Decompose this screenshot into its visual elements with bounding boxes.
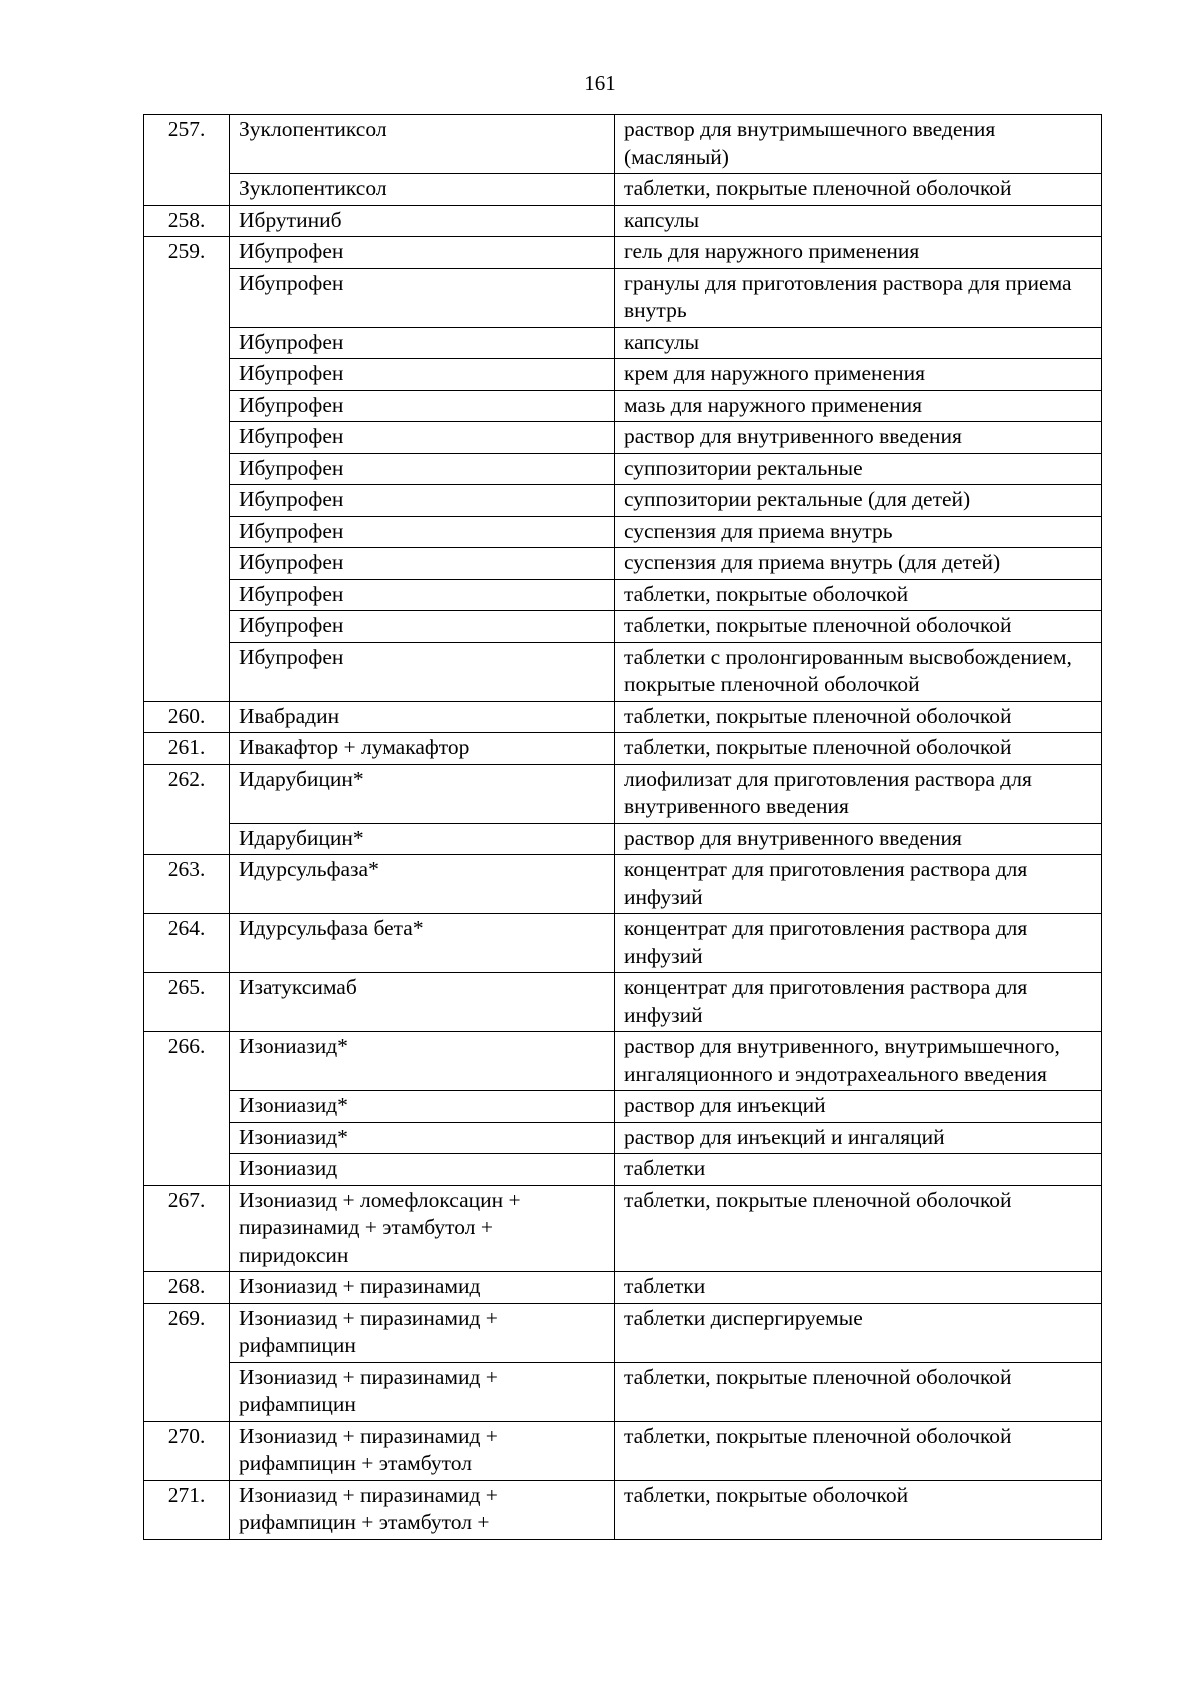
drug-name: Ибупрофен bbox=[230, 390, 615, 422]
dosage-form: таблетки, покрытые пленочной оболочкой bbox=[615, 701, 1102, 733]
page-number: 161 bbox=[584, 71, 616, 95]
row-number: 269. bbox=[144, 1303, 230, 1362]
dosage-form: гранулы для приготовления раствора для приема внутрь bbox=[615, 268, 1102, 327]
dosage-form: суспензия для приема внутрь bbox=[615, 516, 1102, 548]
row-number bbox=[144, 453, 230, 485]
table-row bbox=[144, 1032, 1102, 1091]
row-number bbox=[144, 485, 230, 517]
drug-name: Ибупрофен bbox=[230, 327, 615, 359]
row-number bbox=[144, 642, 230, 701]
dosage-form: лиофилизат для приготовления раствора для внутривенного введения bbox=[615, 764, 1102, 823]
drug-name: Ибупрофен bbox=[230, 642, 615, 701]
dosage-form: таблетки, покрытые оболочкой bbox=[615, 1480, 1102, 1539]
dosage-form: гель для наружного применения bbox=[615, 237, 1102, 269]
row-number: 267. bbox=[144, 1185, 230, 1272]
table-row bbox=[144, 453, 1102, 485]
dosage-form: раствор для внутривенного, внутримышечного, ингаляционного и эндотрахеального введения bbox=[615, 1032, 1102, 1091]
dosage-form: раствор для внутривенного введения bbox=[615, 422, 1102, 454]
dosage-form: таблетки, покрытые пленочной оболочкой bbox=[615, 611, 1102, 643]
row-number bbox=[144, 579, 230, 611]
drug-name: Изатуксимаб bbox=[230, 973, 615, 1032]
row-number bbox=[144, 359, 230, 391]
table-row bbox=[144, 422, 1102, 454]
row-number bbox=[144, 548, 230, 580]
table-row bbox=[144, 611, 1102, 643]
drug-name: Изониазид + пиразинамид + рифампицин + этамбутол + bbox=[230, 1480, 615, 1539]
drug-name: Зуклопентиксол bbox=[230, 115, 615, 174]
row-number: 268. bbox=[144, 1272, 230, 1304]
row-number: 271. bbox=[144, 1480, 230, 1539]
table-row bbox=[144, 823, 1102, 855]
drug-name: Изониазид* bbox=[230, 1032, 615, 1091]
drug-name: Изониазид* bbox=[230, 1091, 615, 1123]
table-row bbox=[144, 1421, 1102, 1480]
row-number bbox=[144, 327, 230, 359]
row-number: 270. bbox=[144, 1421, 230, 1480]
row-number: 259. bbox=[144, 237, 230, 269]
row-number: 266. bbox=[144, 1032, 230, 1091]
row-number bbox=[144, 611, 230, 643]
dosage-form: таблетки, покрытые оболочкой bbox=[615, 579, 1102, 611]
table-row bbox=[144, 390, 1102, 422]
drug-name: Изониазид* bbox=[230, 1122, 615, 1154]
dosage-form: мазь для наружного применения bbox=[615, 390, 1102, 422]
table-row bbox=[144, 327, 1102, 359]
drug-name: Зуклопентиксол bbox=[230, 174, 615, 206]
row-number bbox=[144, 1362, 230, 1421]
table-row bbox=[144, 174, 1102, 206]
table-row bbox=[144, 1272, 1102, 1304]
drug-name: Ибрутиниб bbox=[230, 205, 615, 237]
table-row bbox=[144, 205, 1102, 237]
drug-name: Ивабрадин bbox=[230, 701, 615, 733]
dosage-form: крем для наружного применения bbox=[615, 359, 1102, 391]
drug-name: Идарубицин* bbox=[230, 764, 615, 823]
drug-name: Ибупрофен bbox=[230, 611, 615, 643]
drug-name: Ибупрофен bbox=[230, 268, 615, 327]
table-row bbox=[144, 548, 1102, 580]
drug-name: Изониазид + пиразинамид + рифампицин + этамбутол bbox=[230, 1421, 615, 1480]
row-number: 258. bbox=[144, 205, 230, 237]
dosage-form: раствор для внутримышечного введения (масляный) bbox=[615, 115, 1102, 174]
row-number bbox=[144, 516, 230, 548]
dosage-form: раствор для внутривенного введения bbox=[615, 823, 1102, 855]
drug-name: Идарубицин* bbox=[230, 823, 615, 855]
row-number: 257. bbox=[144, 115, 230, 174]
table-row bbox=[144, 701, 1102, 733]
table-row bbox=[144, 914, 1102, 973]
drug-table bbox=[143, 114, 1102, 1540]
dosage-form: таблетки, покрытые пленочной оболочкой bbox=[615, 1421, 1102, 1480]
dosage-form: капсулы bbox=[615, 327, 1102, 359]
table-row bbox=[144, 973, 1102, 1032]
dosage-form: раствор для инъекций и ингаляций bbox=[615, 1122, 1102, 1154]
row-number bbox=[144, 1091, 230, 1123]
dosage-form: концентрат для приготовления раствора для инфузий bbox=[615, 973, 1102, 1032]
table-row bbox=[144, 1185, 1102, 1272]
row-number: 261. bbox=[144, 733, 230, 765]
drug-name: Изониазид + пиразинамид bbox=[230, 1272, 615, 1304]
dosage-form: концентрат для приготовления раствора для инфузий bbox=[615, 914, 1102, 973]
drug-name: Ибупрофен bbox=[230, 579, 615, 611]
drug-name: Изониазид + пиразинамид + рифампицин bbox=[230, 1303, 615, 1362]
drug-name: Изониазид + пиразинамид + рифампицин bbox=[230, 1362, 615, 1421]
dosage-form: капсулы bbox=[615, 205, 1102, 237]
drug-name: Ибупрофен bbox=[230, 237, 615, 269]
row-number: 264. bbox=[144, 914, 230, 973]
dosage-form: таблетки, покрытые пленочной оболочкой bbox=[615, 1185, 1102, 1272]
table-row bbox=[144, 1362, 1102, 1421]
drug-name: Изониазид bbox=[230, 1154, 615, 1186]
dosage-form: раствор для инъекций bbox=[615, 1091, 1102, 1123]
table-row bbox=[144, 115, 1102, 174]
drug-name: Ибупрофен bbox=[230, 548, 615, 580]
row-number: 265. bbox=[144, 973, 230, 1032]
table-row bbox=[144, 579, 1102, 611]
dosage-form: суспензия для приема внутрь (для детей) bbox=[615, 548, 1102, 580]
table-row bbox=[144, 1303, 1102, 1362]
table-row bbox=[144, 1480, 1102, 1539]
table-row bbox=[144, 237, 1102, 269]
drug-name: Ибупрофен bbox=[230, 516, 615, 548]
table-row bbox=[144, 485, 1102, 517]
table-row bbox=[144, 268, 1102, 327]
drug-name: Изониазид + ломефлоксацин + пиразинамид + этамбутол + пиридоксин bbox=[230, 1185, 615, 1272]
table-row bbox=[144, 359, 1102, 391]
table-row bbox=[144, 764, 1102, 823]
table-body bbox=[144, 115, 1102, 1540]
dosage-form: таблетки с пролонгированным высвобождением, покрытые пленочной оболочкой bbox=[615, 642, 1102, 701]
table-row bbox=[144, 1091, 1102, 1123]
drug-name: Ибупрофен bbox=[230, 453, 615, 485]
row-number: 262. bbox=[144, 764, 230, 823]
dosage-form: концентрат для приготовления раствора для инфузий bbox=[615, 855, 1102, 914]
dosage-form: таблетки диспергируемые bbox=[615, 1303, 1102, 1362]
dosage-form: таблетки bbox=[615, 1272, 1102, 1304]
drug-name: Ибупрофен bbox=[230, 359, 615, 391]
drug-name: Идурсульфаза бета* bbox=[230, 914, 615, 973]
dosage-form: таблетки, покрытые пленочной оболочкой bbox=[615, 733, 1102, 765]
table-row bbox=[144, 855, 1102, 914]
row-number: 260. bbox=[144, 701, 230, 733]
row-number bbox=[144, 1154, 230, 1186]
drug-name: Ибупрофен bbox=[230, 485, 615, 517]
table-row bbox=[144, 733, 1102, 765]
row-number: 263. bbox=[144, 855, 230, 914]
table-row bbox=[144, 1122, 1102, 1154]
dosage-form: суппозитории ректальные bbox=[615, 453, 1102, 485]
dosage-form: таблетки, покрытые пленочной оболочкой bbox=[615, 1362, 1102, 1421]
drug-name: Идурсульфаза* bbox=[230, 855, 615, 914]
drug-name: Ивакафтор + лумакафтор bbox=[230, 733, 615, 765]
table-row bbox=[144, 1154, 1102, 1186]
row-number bbox=[144, 390, 230, 422]
dosage-form: суппозитории ректальные (для детей) bbox=[615, 485, 1102, 517]
row-number bbox=[144, 268, 230, 327]
drug-name: Ибупрофен bbox=[230, 422, 615, 454]
row-number bbox=[144, 1122, 230, 1154]
table-row bbox=[144, 516, 1102, 548]
dosage-form: таблетки, покрытые пленочной оболочкой bbox=[615, 174, 1102, 206]
row-number bbox=[144, 422, 230, 454]
row-number bbox=[144, 174, 230, 206]
table-row bbox=[144, 642, 1102, 701]
dosage-form: таблетки bbox=[615, 1154, 1102, 1186]
row-number bbox=[144, 823, 230, 855]
